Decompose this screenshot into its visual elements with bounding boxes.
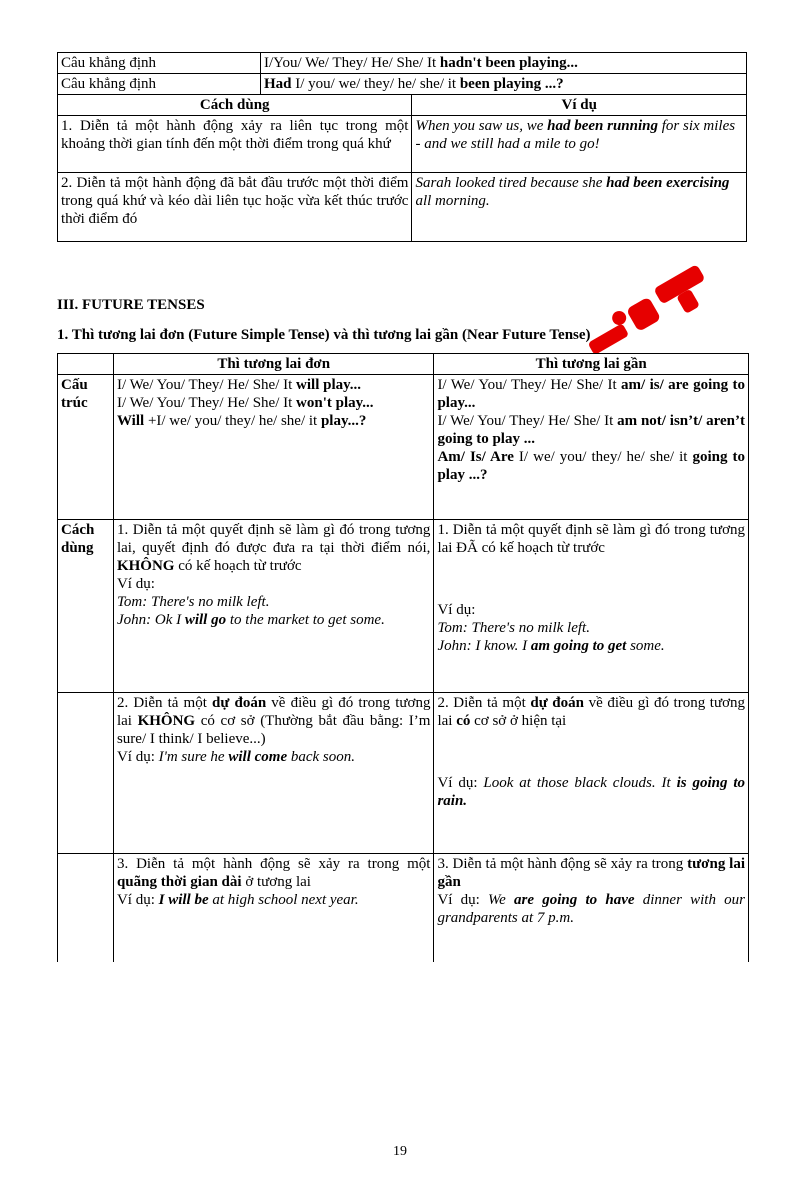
usage-label-empty-b bbox=[58, 693, 114, 854]
col-usage-header: Cách dùng bbox=[58, 95, 412, 116]
structure-row bbox=[58, 375, 749, 520]
near-usage-2: 2. Diễn tả một dự đoán về điều gì đó trong tương lai có cơ sở ở hiện tại Ví dụ: Look at those black clouds. It is going to rain. bbox=[434, 693, 749, 854]
usage-label: Cách dùng bbox=[58, 520, 114, 693]
watermark-stamp bbox=[560, 255, 750, 365]
future-header-row bbox=[58, 354, 749, 375]
simple-usage-3: 3. Diễn tả một hành động sẽ xảy ra trong một quãng thời gian dài ở tương lai Ví dụ: I will be at high school next year. bbox=[113, 854, 433, 963]
negative-row bbox=[58, 53, 747, 74]
usage-row-a bbox=[58, 520, 749, 693]
negative-formula: I/You/ We/ They/ He/ She/ It hadn't been playing... bbox=[264, 55, 578, 71]
question-row bbox=[58, 74, 747, 95]
header-row bbox=[58, 95, 747, 116]
usage-1: 1. Diễn tả một hành động xảy ra liên tục trong một khoảng thời gian tính đến một thời điểm trong quá khứ bbox=[58, 116, 412, 173]
usage-2: 2. Diễn tả một hành động đã bắt đầu trước một thời điểm trong quá khứ và kéo dài liên tục hoặc vừa kết thúc trước thời điểm đó bbox=[58, 173, 412, 242]
structure-label: Cấu trúc bbox=[58, 375, 114, 520]
near-usage-1: 1. Diễn tả một quyết định sẽ làm gì đó trong tương lai ĐÃ có kế hoạch từ trước Ví dụ: Tom: There's no milk left. John: I know. I am going to get some. bbox=[434, 520, 749, 693]
question-label: Câu khẳng định bbox=[58, 74, 261, 94]
near-structure: I/ We/ You/ They/ He/ She/ It am/ is/ are going to play... I/ We/ You/ They/ He/ She/ It am not/ isn’t/ aren’t going to play ... Am/ Is/ Are I/ we/ you/ they/ he/ she/ it going to play ...? bbox=[434, 375, 749, 520]
simple-usage-2: 2. Diễn tả một dự đoán về điều gì đó trong tương lai KHÔNG có cơ sở (Thường bắt đầu bằng: I’m sure/ I think/ I believe...) Ví dụ: I'm sure he will come back soon. bbox=[113, 693, 433, 854]
negative-label: Câu khẳng định bbox=[58, 53, 261, 73]
usage-row-c bbox=[58, 854, 749, 963]
col-simple-header: Thì tương lai đơn bbox=[113, 354, 433, 375]
simple-usage-1: 1. Diễn tả một quyết định sẽ làm gì đó trong tương lai, quyết định đó được đưa ra tại thời điểm nói, KHÔNG có kế hoạch từ trước Ví dụ: Tom: There's no milk left. John: Ok I will go to the market to get some. bbox=[113, 520, 433, 693]
past-perfect-continuous-table bbox=[57, 52, 747, 242]
section-title: III. FUTURE TENSES bbox=[57, 297, 205, 313]
simple-structure: I/ We/ You/ They/ He/ She/ It will play... I/ We/ You/ They/ He/ She/ It won't play... Will +I/ we/ you/ they/ he/ she/ it play...? bbox=[113, 375, 433, 520]
subsection-title: 1. Thì tương lai đơn (Future Simple Tense) và thì tương lai gần (Near Future Tense) bbox=[57, 327, 591, 343]
col-example-header: Ví dụ bbox=[412, 95, 747, 116]
example-2: Sarah looked tired because she had been exercising all morning. bbox=[412, 173, 747, 242]
future-tenses-table bbox=[57, 353, 749, 962]
example-1: When you saw us, we had been running for six miles - and we still had a mile to go! bbox=[412, 116, 747, 173]
page-number: 19 bbox=[393, 1144, 407, 1159]
question-formula: Had I/ you/ we/ they/ he/ she/ it been playing ...? bbox=[264, 76, 564, 92]
usage-row-2 bbox=[58, 173, 747, 242]
col-near-header: Thì tương lai gần bbox=[434, 354, 749, 375]
near-usage-3: 3. Diễn tả một hành động sẽ xảy ra trong tương lai gần Ví dụ: We are going to have dinner with our grandparents at 7 p.m. bbox=[434, 854, 749, 963]
usage-label-empty-c bbox=[58, 854, 114, 963]
usage-row-b bbox=[58, 693, 749, 854]
usage-row-1 bbox=[58, 116, 747, 173]
corner-cell bbox=[58, 354, 114, 375]
